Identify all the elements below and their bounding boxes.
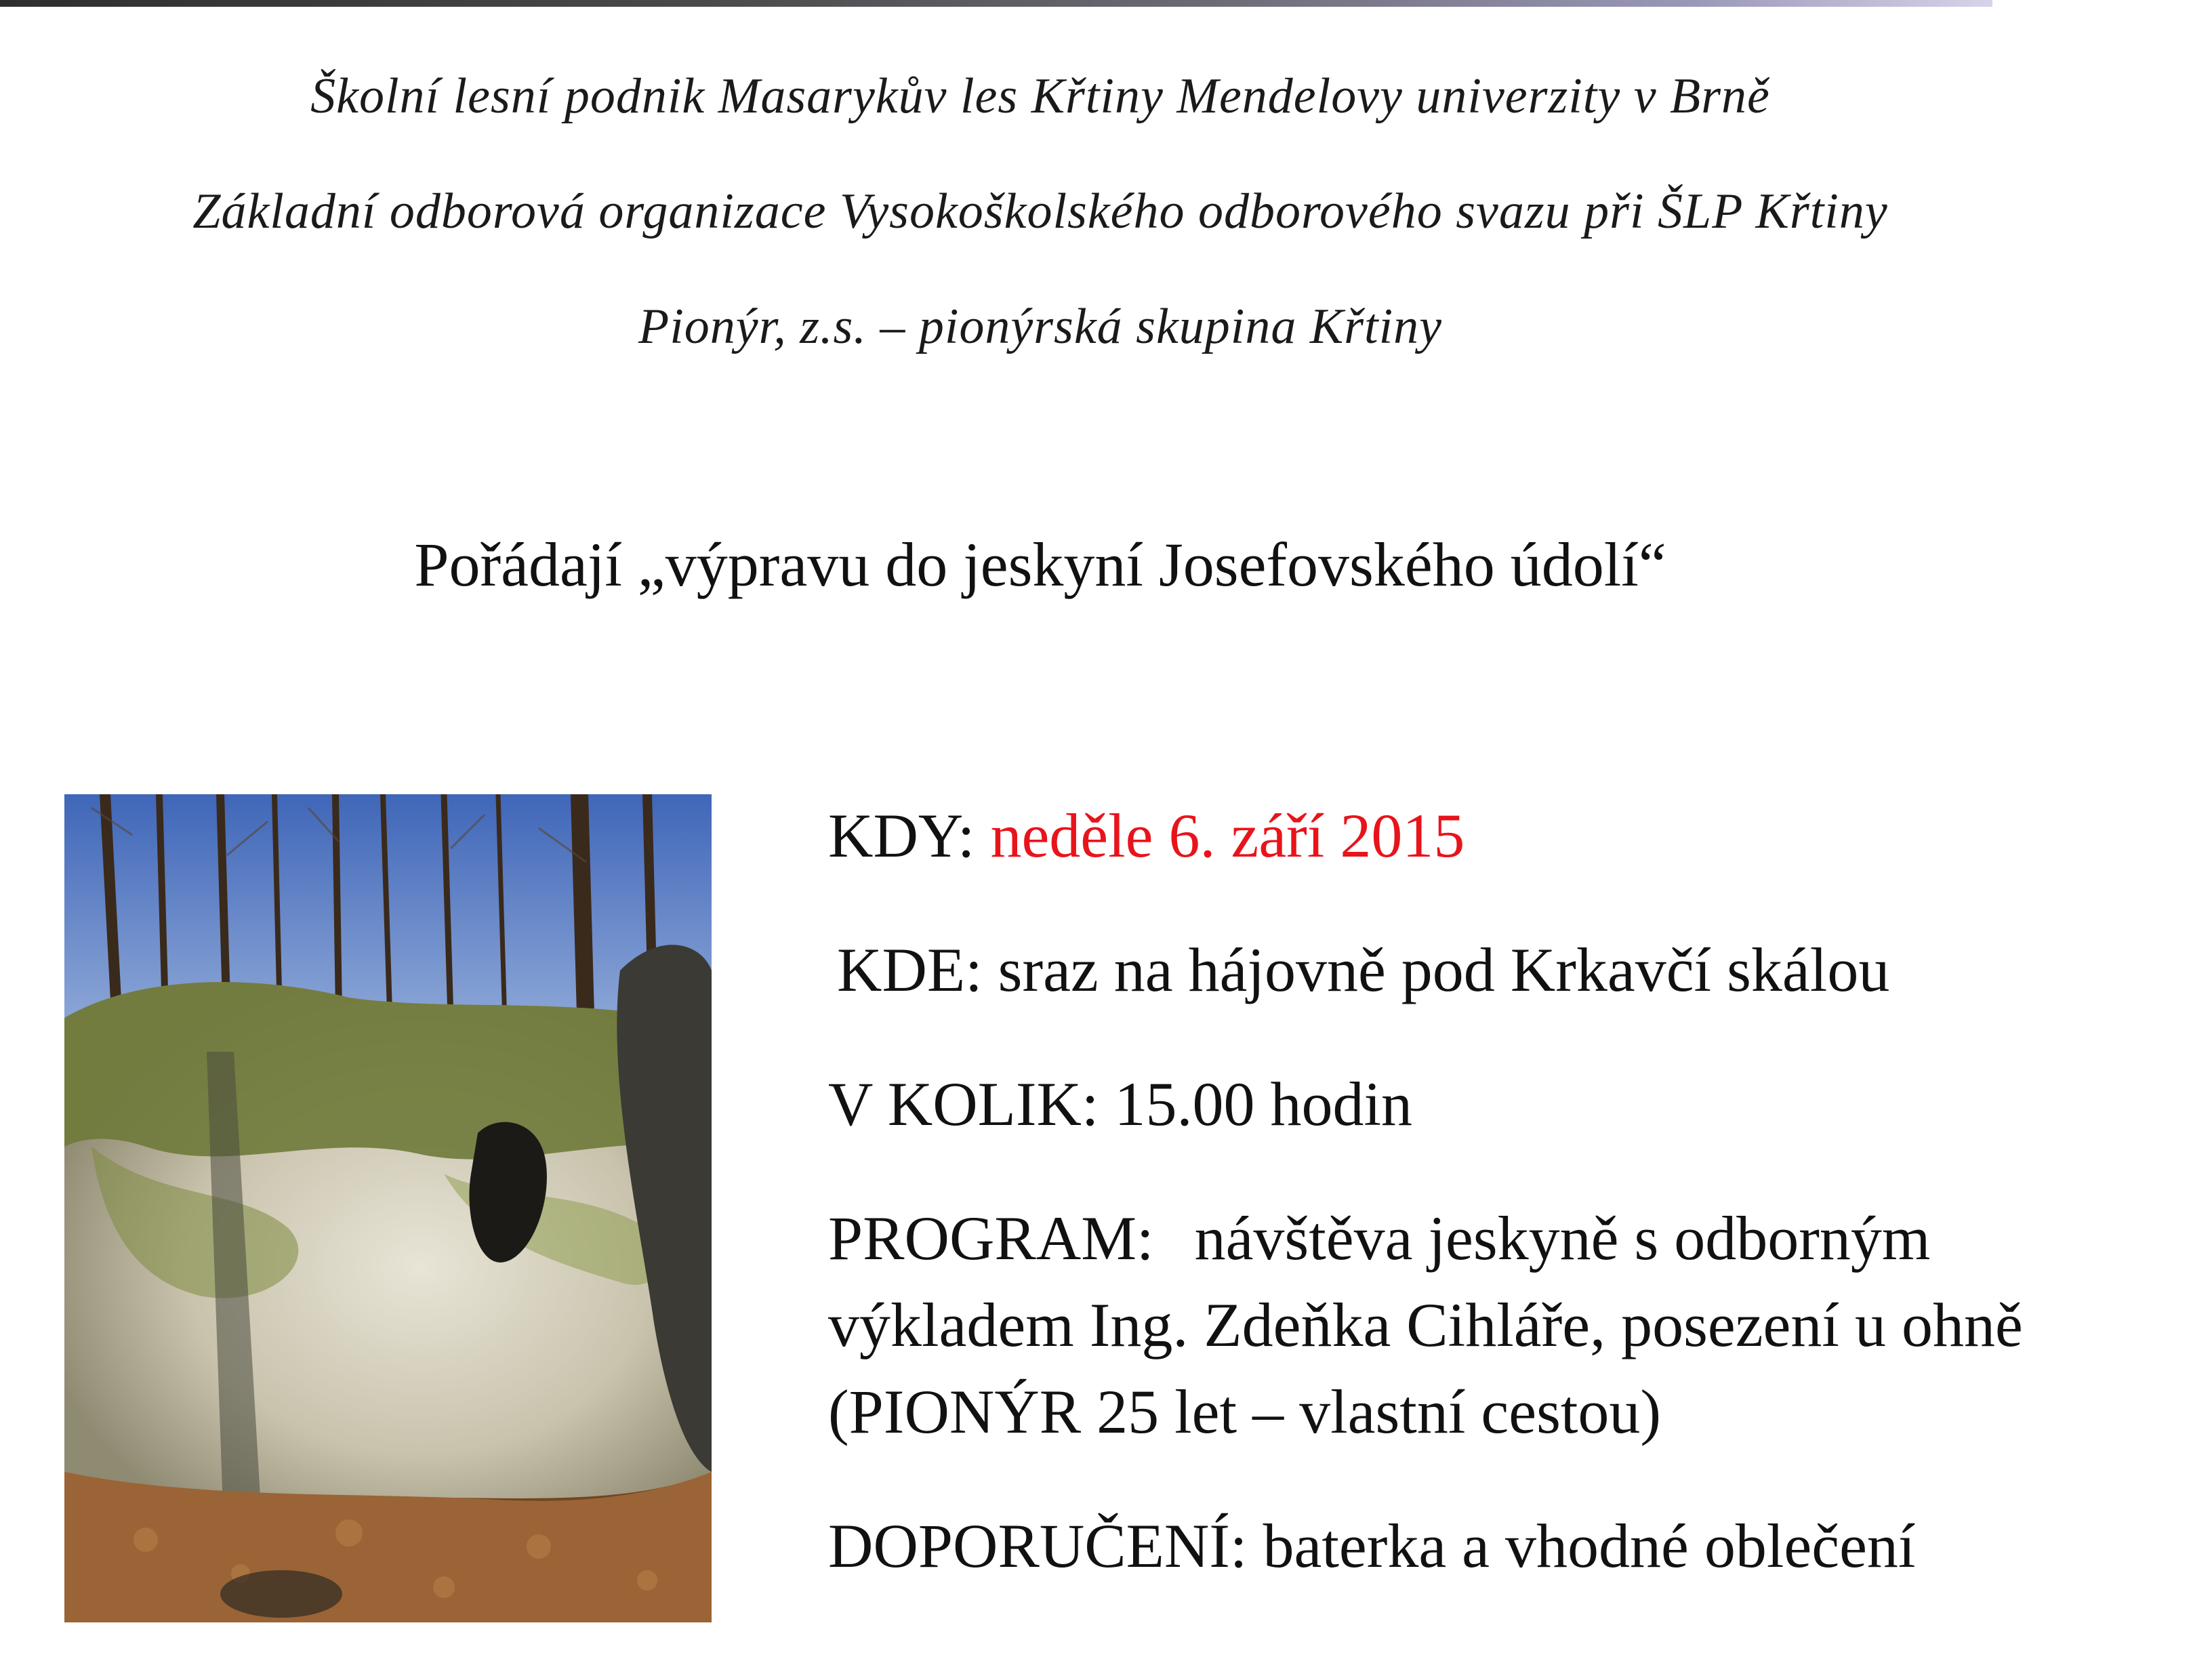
info-where (837, 934, 1889, 1006)
info-program-line-3: (PIONÝR 25 let – vlastní cestou) (828, 1377, 1662, 1446)
info-program-line-1 (828, 1202, 1930, 1274)
when-label: KDY: (828, 801, 975, 870)
info-when (828, 800, 1465, 872)
info-time (828, 1068, 1412, 1140)
top-image-strip (0, 0, 1992, 7)
where-label: KDE: (837, 935, 983, 1004)
time-label: V KOLIK: (828, 1069, 1099, 1139)
organizer-line-3: Pionýr, z.s. – pionýrská skupina Křtiny (638, 299, 1442, 354)
where-value: sraz na hájovně pod Krkavčí skálou (998, 935, 1890, 1004)
event-headline: Pořádají „výpravu do jeskyní Josefovského údolí“ (414, 530, 1666, 599)
recommendation-label: DOPORUČENÍ: (828, 1511, 1248, 1580)
info-program-line-2: výkladem Ing. Zdeňka Cihláře, posezení u ohně (828, 1290, 2023, 1359)
recommendation-value: baterka a vhodné oblečení (1263, 1511, 1916, 1580)
info-recommendation (828, 1510, 1915, 1582)
time-value: 15.00 hodin (1114, 1069, 1413, 1139)
organizer-line-1: Školní lesní podnik Masarykův les Křtiny Mendelovy univerzity v Brně (310, 68, 1770, 124)
cave-rock-photo-illustration (64, 794, 712, 1622)
organizer-line-2: Základní odborová organizace Vysokoškolského odborového svazu při ŠLP Křtiny (192, 184, 1888, 239)
program-text-1: návštěva jeskyně s odborným (1194, 1204, 1931, 1273)
program-label: PROGRAM: (828, 1204, 1154, 1273)
when-value: neděle 6. září 2015 (990, 801, 1465, 870)
cave-rock-photo (64, 794, 712, 1622)
